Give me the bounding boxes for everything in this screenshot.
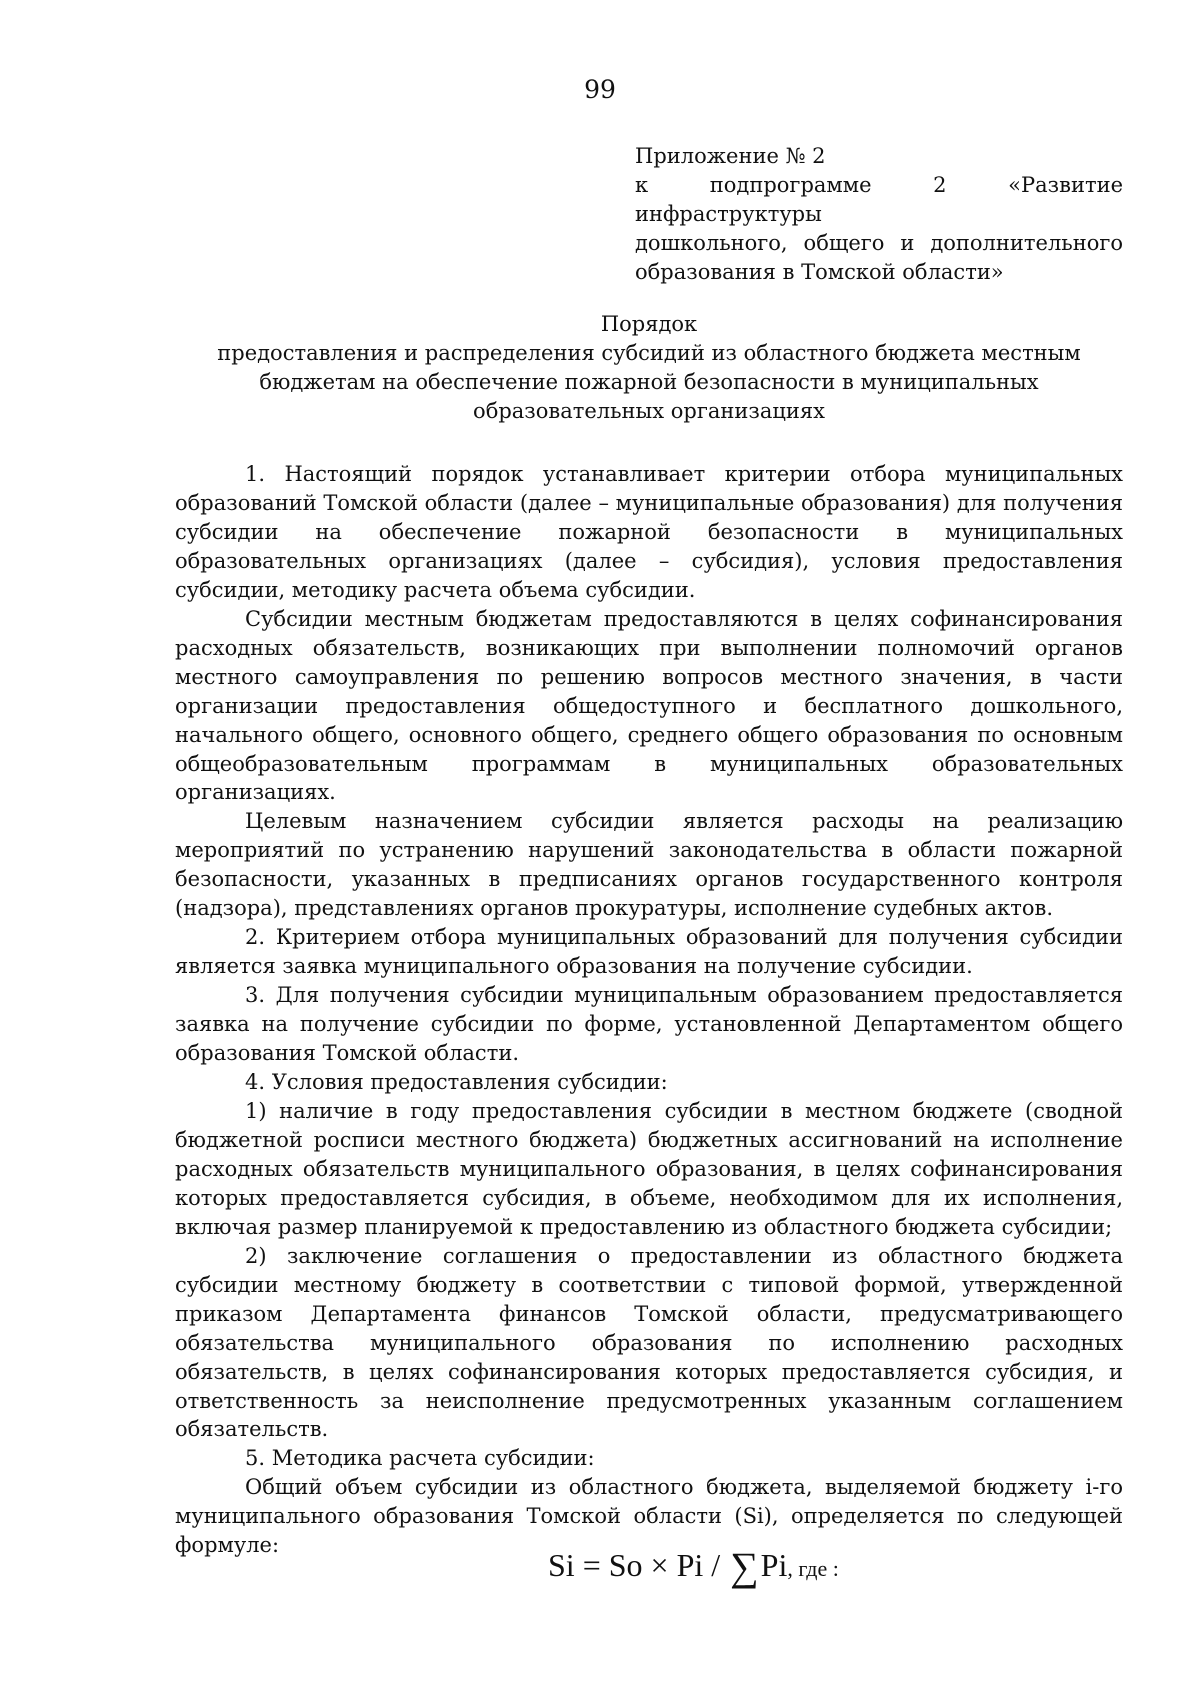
appendix-line: образования в Томской области» [635, 260, 1004, 284]
paragraph: 1. Настоящий порядок устанавливает критерии отбора муниципальных образований Томской области (далее – муниципальные образования) для получения субсидии на обеспечение пожарной безопасности в муниципальных образовательных организациях (далее – субсидия), условия предоставления субсидии, методику расчета объема субсидии. [175, 462, 1123, 602]
paragraph: Общий объем субсидии из областного бюджета, выделяемой бюджету i-го муниципального образования Томской области (Si), определяется по следующей формуле: [175, 1475, 1123, 1558]
document-title [175, 310, 1123, 426]
paragraph: 3. Для получения субсидии муниципальным образованием предоставляется заявка на получение субсидии по форме, установленной Департаментом общего образования Томской области. [175, 983, 1123, 1066]
page-number: 99 [584, 75, 616, 104]
paragraph: 2. Критерием отбора муниципальных образований для получения субсидии является заявка муниципального образования на получение субсидии. [175, 925, 1123, 979]
document-body [175, 460, 1123, 1560]
appendix-line: дошкольного, общего и дополнительного [635, 231, 1123, 255]
title-line: предоставления и распределения субсидий из областного бюджета местным [217, 341, 1081, 365]
paragraph: Субсидии местным бюджетам предоставляются в целях софинансирования расходных обязательств, возникающих при выполнении полномочий органов местного самоуправления по решению вопросов местного значения, в части организации предоставления общедоступного и бесплатного дошкольного, начального общего, основного общего, среднего общего образования по основным общеобразовательным программам в муниципальных образовательных организациях. [175, 606, 1123, 805]
appendix-line: к подпрограмме 2 «Развитие инфраструктуры [635, 173, 1123, 226]
paragraph: 5. Методика расчета субсидии: [245, 1446, 595, 1471]
appendix-line: Приложение № 2 [635, 144, 826, 168]
paragraph: Целевым назначением субсидии является расходы на реализацию мероприятий по устранению нарушений законодательства в области пожарной безопасности, указанных в предписаниях органов государственного контроля (надзора), представлениях органов прокуратуры, исполнение судебных актов. [175, 809, 1123, 921]
sum-sign: ∑ [730, 1544, 759, 1589]
subsidy-formula [548, 1543, 839, 1590]
title-line: образовательных организациях [473, 399, 825, 423]
paragraph: 4. Условия предоставления субсидии: [245, 1070, 668, 1095]
paragraph: 1) наличие в году предоставления субсидии в местном бюджете (сводной бюджетной росписи местного бюджета) бюджетных ассигнований на исполнение расходных обязательств муниципального образования, в целях софинансирования которых предоставляется субсидия, в объеме, необходимом для их исполнения, включая размер планируемой к предоставлению из областного бюджета субсидии; [175, 1098, 1123, 1239]
title-heading: Порядок [600, 312, 698, 336]
formula-left: Si = So × Pi / [548, 1547, 729, 1583]
title-line: бюджетам на обеспечение пожарной безопасности в муниципальных [259, 370, 1039, 394]
paragraph: 2) заключение соглашения о предоставлении из областного бюджета субсидии местному бюджету в соответствии с типовой формой, утвержденной приказом Департамента финансов Томской области, предусматривающего обязательства муниципального образования по исполнению расходных обязательств, в целях софинансирования которых предоставляется субсидия, и ответственность за неисполнение предусмотренных указанным соглашением обязательств. [175, 1243, 1123, 1442]
appendix-block [635, 142, 1123, 287]
formula-where: , где : [787, 1556, 839, 1581]
formula-right: Pi [760, 1547, 788, 1583]
